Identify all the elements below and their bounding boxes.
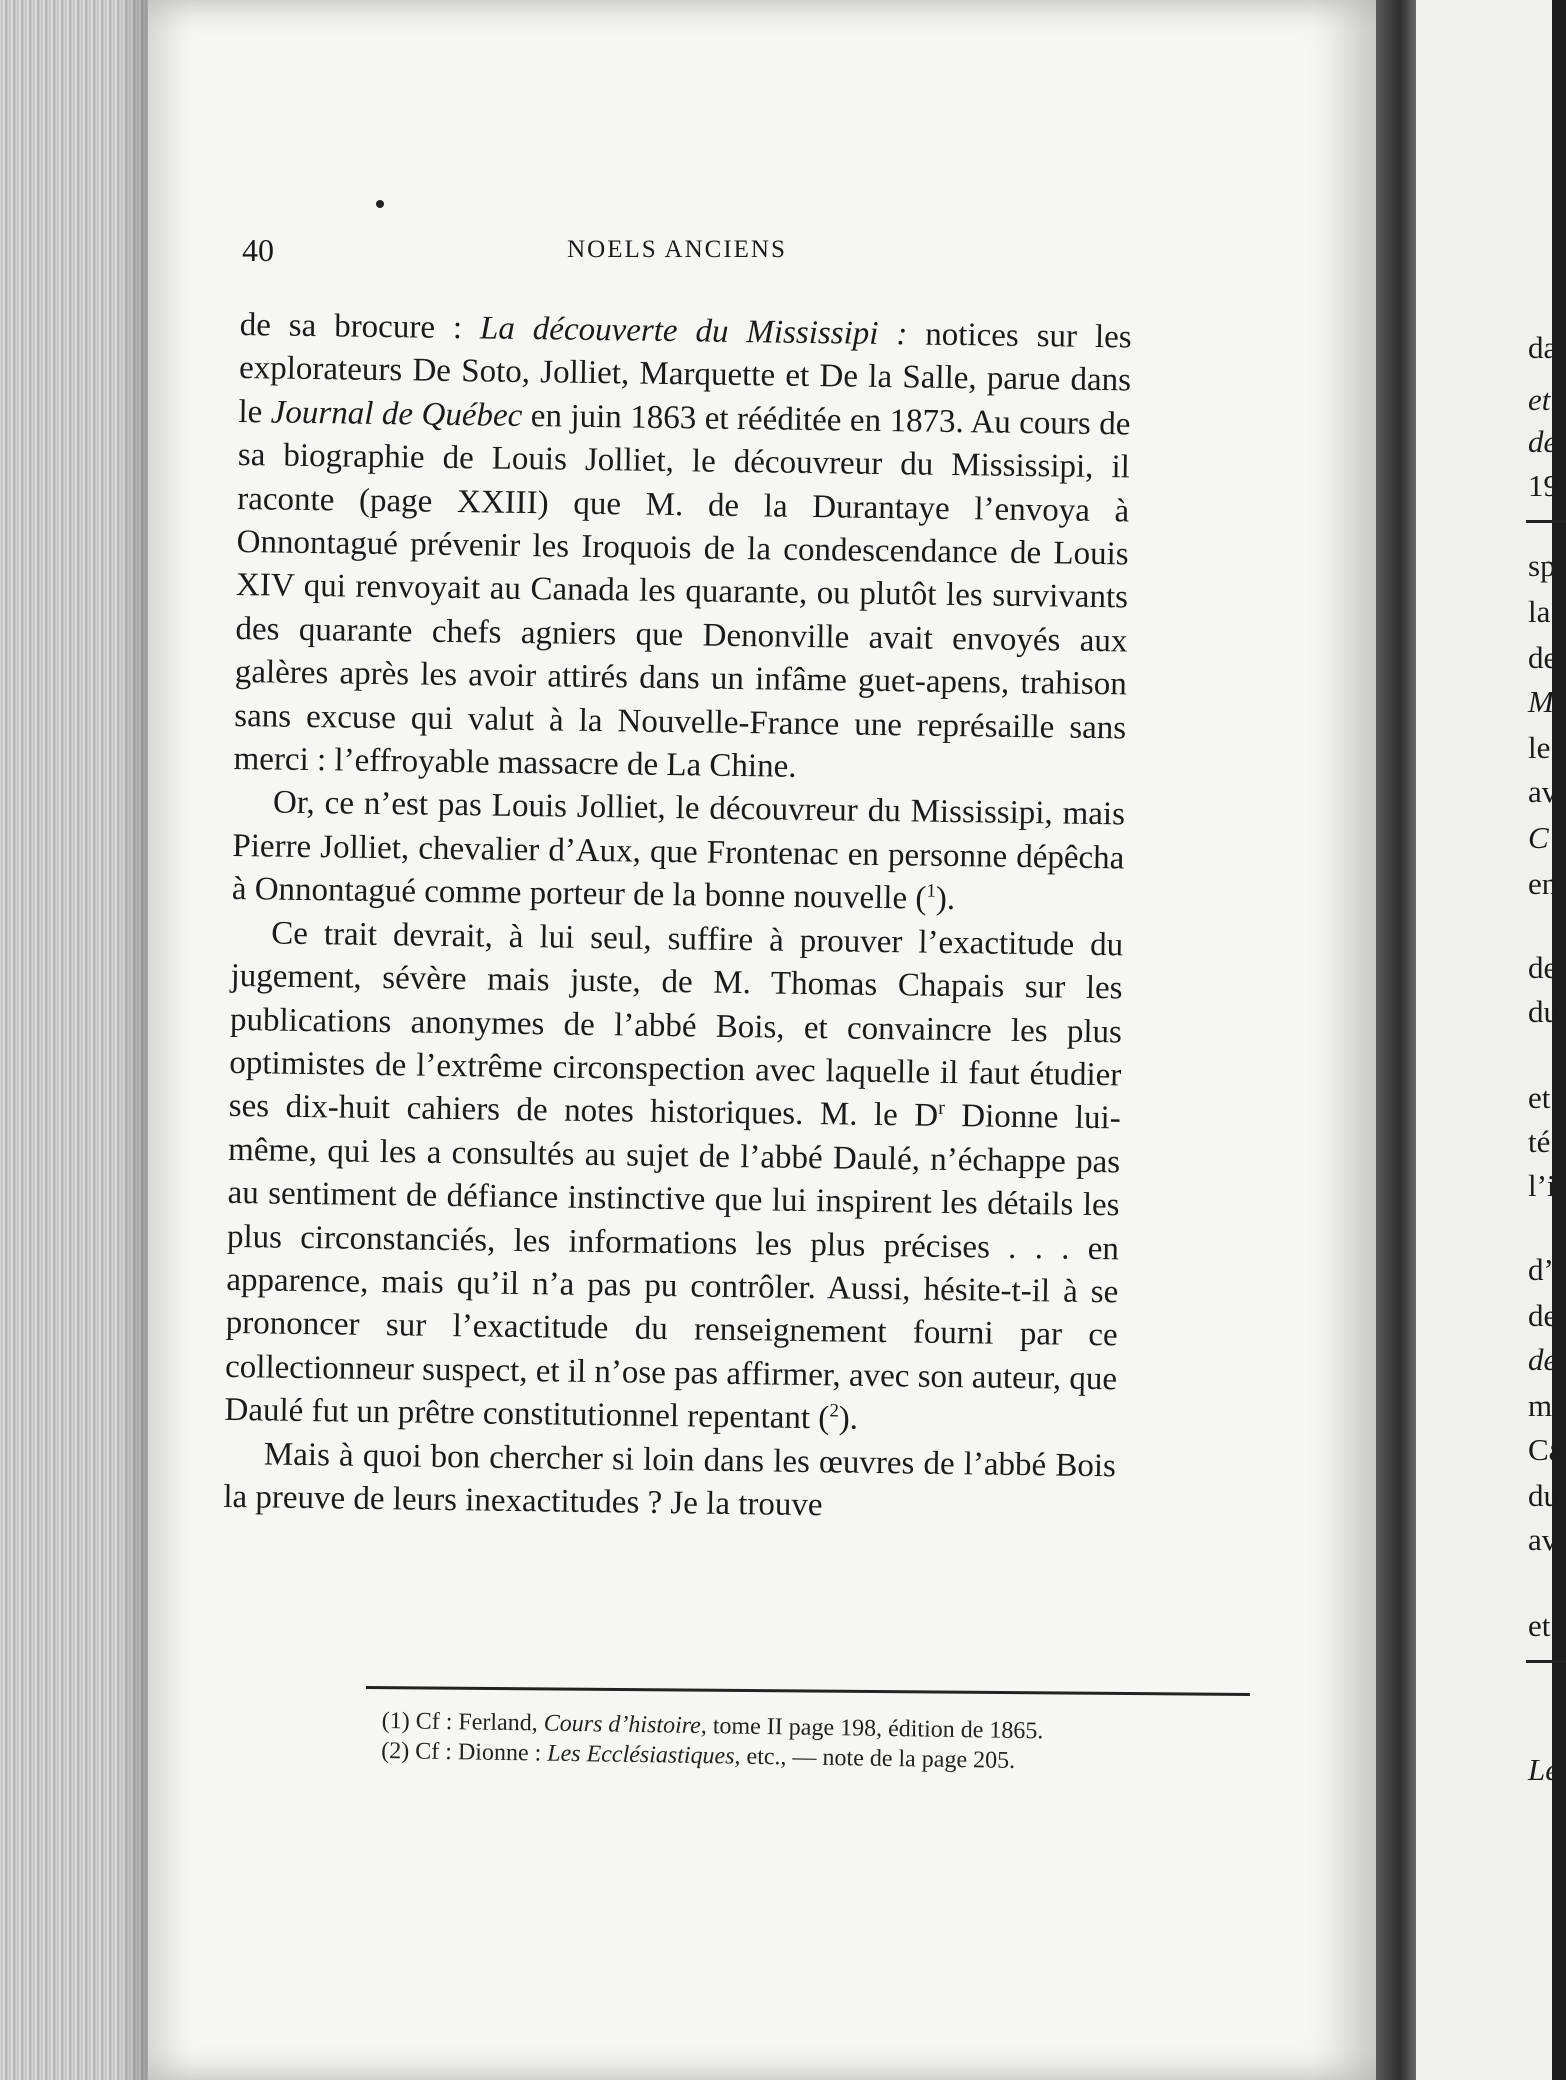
right-page-fragment: et: [1528, 1608, 1551, 1643]
paragraph: [224, 912, 1123, 1445]
book-gutter: [1376, 0, 1416, 2080]
superscript-text: r: [938, 1097, 946, 1120]
right-page-fragment: de: [1528, 424, 1558, 459]
right-page-fragment: sp: [1528, 548, 1556, 583]
right-page-edge: [1416, 0, 1563, 2080]
book-page-edges: [0, 0, 150, 2080]
paragraph: [233, 304, 1132, 794]
right-page-fragment: le: [1528, 730, 1551, 765]
text-run: notices sur les explorateurs De Soto, Jolliet, Marquette et De la Salle, parue dans le: [238, 316, 1132, 431]
right-page-fragment: du: [1528, 1478, 1559, 1513]
right-page-fragment: du: [1528, 994, 1559, 1029]
text-run: de sa brocure :: [239, 306, 481, 347]
right-page-fragment: da: [1528, 330, 1558, 365]
text-run: en juin 1863 et rééditée en 1873. Au cours de sa biographie de Louis Jolliet, le découvreur du Mississipi, il raconte (page XXIII) que M. de la Durantaye l’envoya à Onnontagué prévenir les Iroquois de la condescendance de Louis XIV qui renvoyait au Canada les quarante, ou plutôt les survivants des quarante chefs agniers que Denonville avait envoyés aux galères après les avoir attirés dans un infâme guet-apens, trahison sans excuse qui valut à la Nouvelle-France une représaille sans merci : l’effroyable massacre de La Chine.: [233, 397, 1131, 785]
text-run: ).: [935, 881, 956, 918]
text-run: (2) Cf : Dionne :: [381, 1737, 548, 1767]
italic-text: Cours d’histoire: [543, 1710, 702, 1740]
right-page-fragment: Ca: [1528, 1432, 1563, 1467]
ink-speck: [376, 200, 384, 208]
right-page-fragment: l’i: [1528, 1168, 1556, 1203]
text-run: Mais à quoi bon chercher si loin dans les œuvres de l’abbé Bois la preuve de leurs inexactitudes ? Je la trouve: [223, 1436, 1117, 1524]
running-title: NOELS ANCIENS: [567, 236, 787, 263]
right-page-rule: [1526, 1660, 1566, 1663]
right-page-fragment: M: [1528, 684, 1554, 719]
italic-text: La découverte du Mississipi :: [479, 310, 908, 353]
right-page-fragment: en: [1528, 866, 1558, 901]
text-run: Or, ce n’est pas Louis Jolliet, le découvreur du Mississipi, mais Pierre Jolliet, chevalier d’Aux, que Frontenac en personne dépêcha à Onnontagué comme porteur de la bonne nouvelle (: [231, 784, 1126, 917]
text-run: Dionne lui-même, qui les a consultés au sujet de l’abbé Daulé, n’échappe pas au sentiment de défiance instinctive que lui inspirent les détails les plus circonstanciés, les informations les plus précises . . . en apparence, mais qu’il n’a pas pu contrôler. Aussi, hésite-t-il à se prononcer sur l’exactitude du renseignement fourni par ce collectionneur suspect, et il n’ose pas affirmer, avec son auteur, que Daulé fut un prêtre constitutionnel repentant (: [224, 1098, 1121, 1437]
right-page-fragment: Le: [1528, 1752, 1559, 1787]
paragraph: [232, 781, 1126, 924]
right-page-rule: [1526, 520, 1566, 523]
text-run: Ce trait devrait, à lui seul, suffire à prouver l’exactitude du jugement, sévère mais juste, de M. Thomas Chapais sur les publications anonymes de l’abbé Bois, et convaincre les plus optimistes de l’extrême circonspection avec laquelle il faut étudier ses dix-huit cahiers de notes historiques. M. le D: [228, 915, 1124, 1135]
text-run: , tome II page 198, édition de 1865.: [700, 1713, 1044, 1745]
right-page-fragment: av: [1528, 1522, 1558, 1557]
body-text: [223, 304, 1132, 1532]
right-page-fragment: av: [1528, 774, 1558, 809]
right-page-fragment: d’: [1528, 1252, 1554, 1287]
paragraph: [223, 1432, 1116, 1531]
italic-text: Journal de Québec: [270, 394, 523, 434]
footnote-reference: 2: [829, 1400, 840, 1422]
text-run: (1) Cf : Ferland,: [381, 1707, 544, 1737]
footnote-reference: 1: [926, 880, 937, 903]
right-page-fragment: 19: [1528, 468, 1559, 503]
right-page-fragment: de: [1528, 1342, 1558, 1377]
right-page-fragment: de: [1528, 950, 1558, 985]
text-run: ).: [838, 1400, 859, 1437]
right-page-fragment: C: [1528, 820, 1549, 855]
right-page-fragment: la: [1528, 594, 1551, 629]
page-number: 40: [242, 232, 274, 268]
right-page-fragment: de: [1528, 640, 1558, 675]
right-page-fragment: té: [1528, 1124, 1551, 1159]
text-run: , etc., — note de la page 205.: [734, 1743, 1016, 1774]
right-page-fragment: de: [1528, 1298, 1558, 1333]
running-head: [242, 232, 1112, 272]
right-page-fragment: et: [1528, 382, 1551, 417]
right-page-fragment: m: [1528, 1388, 1553, 1423]
right-page-fragment: et: [1528, 1080, 1551, 1115]
italic-text: Les Ecclésiastiques: [547, 1740, 735, 1770]
